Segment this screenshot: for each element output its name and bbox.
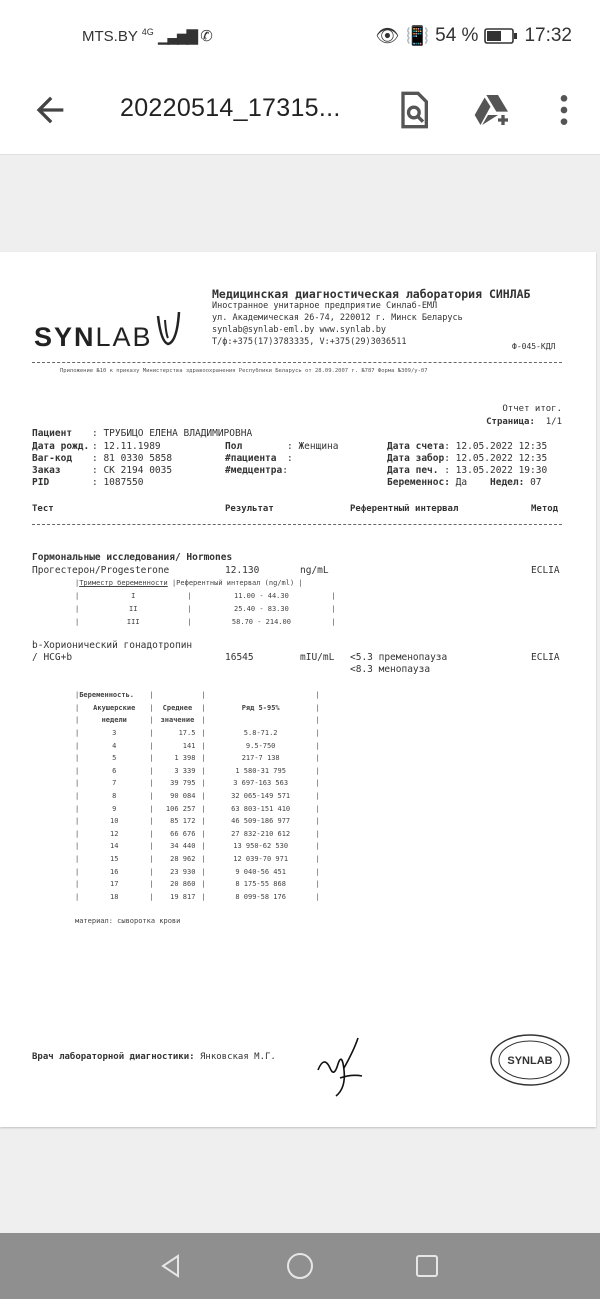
hcg-name-2: / HCG+b [32,652,73,663]
hcg-ref-1: <5.3 пременопауза [350,652,448,663]
vibrate-icon: 📳 [405,26,430,47]
patient-name: Пациент : ТРУБИЦО ЕЛЕНА ВЛАДИМИРОВНА [32,428,253,439]
table-row: | 10 | 85 172 | 46 509-186 977 | [75,817,320,826]
col-result: Результат [225,504,274,514]
more-options-icon[interactable] [544,90,584,130]
nav-back-icon[interactable] [158,1253,184,1279]
page-number: Страница: 1/1 [486,417,562,427]
divider [32,524,562,525]
sample-date: Дата забор: 12.05.2022 12:35 [387,453,548,464]
section-title: Гормональные исследования/ Hormones [32,552,233,563]
progesterone-unit: ng/mL [300,565,329,576]
report-status: Отчет итог. [502,404,562,414]
divider [32,362,562,363]
material-note: материал: сыворотка крови [75,917,181,925]
signal-icon: ▁▃▅▇ [157,28,197,45]
table-row: | 18 | 19 817 | 8 099-58 176 | [75,892,320,901]
back-arrow-icon[interactable] [30,90,70,130]
patient-order: Заказ : СК 2194 0035 [32,465,173,476]
table-row: | 9 | 106 257 | 63 803-151 410 | [75,804,320,813]
patient-barcode: Ваг-код : 81 0330 5858 [32,453,173,464]
trimester-header: |Триместр беременности |Референтный интервал (ng/ml) | [75,579,303,587]
synlab-logo: SYNLAB [34,312,181,353]
order-reference: Приложение №10 к приказу Министерства здравоохранения Республики Беларусь от 28.09.2007 г. №787 Форма №309/у-07 [60,368,428,374]
progesterone-method: ECLIA [531,565,560,576]
table-row: | 16 | 23 930 | 9 040-56 451 | [75,867,320,876]
carrier-label: MTS.BY $^{4G}$ ▁▃▅▇ ✆ [82,27,213,45]
progesterone-value: 12.130 [225,565,260,576]
network-type: 4G [141,27,154,37]
hcg-value: 16545 [225,652,254,663]
table-row: | 4 | 141 | 9.5-750 | [75,741,320,750]
nav-recents-icon[interactable] [415,1254,439,1278]
eye-icon: 👁 [375,26,400,47]
svg-text:SYNLAB: SYNLAB [507,1055,553,1067]
table-row: | 17 | 20 860 | 8 175-55 868 | [75,880,320,889]
table-row: | 7 | 39 795 | 3 697-163 563 | [75,779,320,788]
patient-number: #пациента : [225,453,293,464]
file-title: 20220514_17315... [120,94,341,122]
table-row: | 3 | 17.5 | 5.8-71.2 | [75,729,320,738]
print-date: Дата печ. : 13.05.2022 19:30 [387,465,548,476]
handwritten-signature-icon [314,1030,364,1100]
hcg-ref-2: <8.3 менопауза [350,664,431,675]
find-in-page-icon[interactable] [393,90,433,130]
clock: 17:32 [524,25,572,46]
app-bar [0,72,600,155]
table-row: | 14 | 34 440 | 13 950-62 530 | [75,842,320,851]
col-method: Метод [531,504,559,514]
system-nav-bar [0,1233,600,1299]
trimester-row: | II | 25.40 - 83.30 | [75,605,336,613]
battery-percent: 54 % [435,25,479,46]
table-row: | 8 | 90 084 | 32 065-149 571 | [75,792,320,801]
form-code: Ф-045-КДЛ [512,342,556,351]
hcg-reference-table: | Беременность. | | | | Акушерские | Среднее | Ряд 5-95% | | недели | значение | | | 3 | 17.5 | 5.8-71.2 | | 4 | 141 | 9.5-750 | | 5 | 1 398 | 217-7 138 | | 6 | 3 339 | 1 580-31 795 | | 7 | 39 795 | 3 697-163 563 | | 8 | 90 084 | 32 065-149 571 | | 9 | 106 257 | 63 803-151 410 | | 10 | 85 172 | 46 509-186 977 | | 12 | 66 676 | 27 832-210 612 | | 14 | 34 440 | 13 950-62 530 | | 15 | 28 962 | 12 039-70 971 | | 16 | 23 930 | 9 040-56 451 | | 17 | 20 860 | 8 175-55 868 | | 18 | 19 817 | 8 099-58 176 | [75,689,320,903]
hcg-name: b-Хорионический гонадотропин [32,640,193,651]
table-row: | 12 | 66 676 | 27 832-210 612 | [75,829,320,838]
table-row: | 5 | 1 398 | 217-7 138 | [75,754,320,763]
lab-header: Медицинская диагностическая лаборатория СИНЛАБ Иностранное унитарное предприятие Синлаб-ЕМЛ ул. Академическая 26-74, 220012 г. Минск Беларусь synlab@synlab-eml.by www.synlab.by Т/ф:+375(17)3783335, V:+375(29)3036511 [212,287,531,347]
viber-icon: ✆ [200,28,213,45]
battery-icon [484,28,518,44]
table-row: | 6 | 3 339 | 1 580-31 795 | [75,766,320,775]
lab-stamp-icon [490,1034,570,1086]
col-test: Тест [32,504,54,514]
trimester-row: | I | 11.00 - 44.30 | [75,592,336,600]
pregnancy-info: Беременнос: Да Недел: 07 [387,477,542,488]
patient-sex: Пол : Женщина [225,441,339,452]
progesterone-name: Прогестерон/Progesterone [32,565,170,576]
hcg-method: ECLIA [531,652,560,663]
status-bar [0,0,600,72]
patient-pid: PID : 1087550 [32,477,144,488]
invoice-date: Дата счета: 12.05.2022 12:35 [387,441,548,452]
medcenter-number: #медцентра: [225,465,288,476]
add-to-drive-icon[interactable] [473,90,513,130]
patient-dob: Дата рожд. : 12.11.1989 [32,441,161,452]
signature-line: Врач лабораторной диагностики: Янковская М.Г. [32,1052,276,1062]
document-page[interactable] [0,252,596,1127]
hcg-unit: mIU/mL [300,652,335,663]
table-row: | 15 | 28 962 | 12 039-70 971 | [75,855,320,864]
nav-home-icon[interactable] [286,1252,314,1280]
col-ref: Референтный интервал [350,504,459,514]
trimester-row: | III | 58.70 - 214.00 | [75,618,336,626]
